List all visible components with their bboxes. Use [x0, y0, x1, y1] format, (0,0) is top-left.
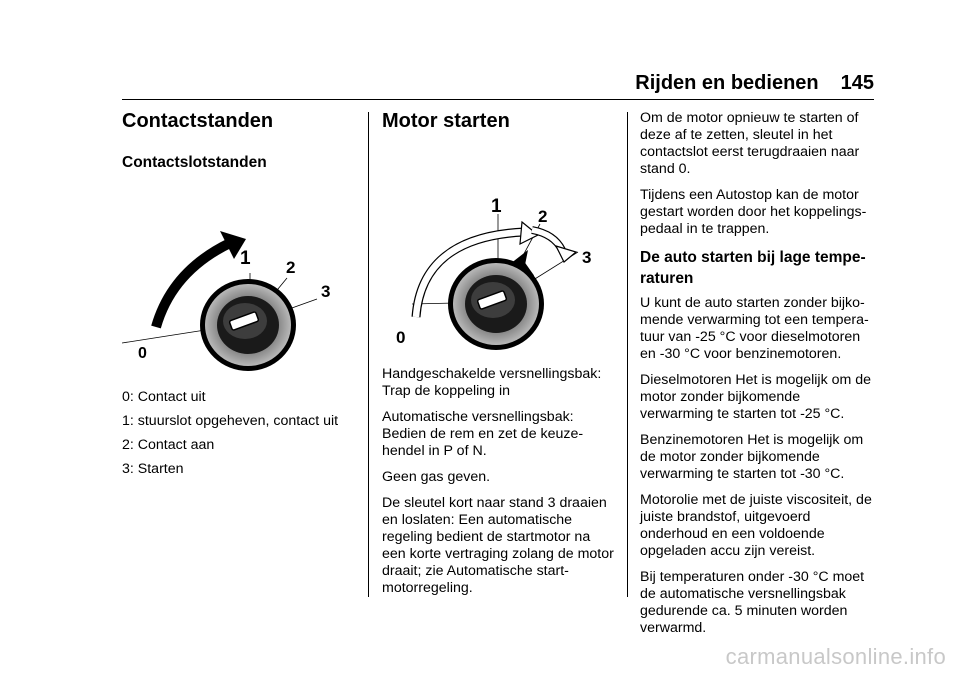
section-heading-contactstanden: Contactstanden	[122, 110, 274, 132]
ignition-positions-figure	[122, 181, 354, 371]
figure-label-0: 0	[396, 328, 406, 347]
paragraph: De sleutel kort naar stand 3 draaien en loslaten: Een automatische regeling bedient de startmotor na een korte vertraging zolang de motor draait; zie Automatische start-motorregeling.	[382, 495, 614, 596]
subheading-low-temperature-start: De auto starten bij lage tempe-raturen	[640, 249, 866, 287]
list-item: 0: Contact uit	[122, 389, 206, 405]
figure-label-1: 1	[491, 196, 502, 217]
engine-start-figure	[382, 152, 614, 352]
paragraph: Motorolie met de juiste viscositeit, de juiste brandstof, uitgevoerd onderhoud en een voldoende opgeladen accu zijn vereist.	[640, 492, 872, 559]
spring-arrowhead	[556, 246, 576, 262]
paragraph: Bij temperaturen onder -30 °C moet de automatische versnellingsbak gedurende ca. 5 minuten worden verwarmd.	[640, 569, 865, 636]
list-item: 2: Contact aan	[122, 437, 215, 453]
figure-label-0: 0	[138, 345, 147, 362]
page-header	[635, 72, 874, 95]
subheading-contactslotstanden: Contactslotstanden	[122, 154, 267, 171]
position-list	[122, 389, 354, 478]
paragraph: Benzinemotoren Het is mogelijk om de motor zonder bijkomende verwarming te starten tot -30 °C.	[640, 432, 864, 482]
list-item: 3: Starten	[122, 461, 184, 477]
left-column	[122, 108, 354, 485]
page-number: 145	[840, 72, 874, 94]
section-title: Rijden en bedienen	[635, 72, 819, 94]
list-item: 1: stuurslot opgeheven, contact uit	[122, 413, 339, 429]
header-rule	[122, 99, 874, 100]
paragraph: Om de motor opnieuw te starten of deze af te zetten, sleutel in het contactslot eerst terugdraaien naar stand 0.	[640, 110, 860, 177]
column-divider-1	[368, 112, 369, 597]
paragraph: Tijdens een Autostop kan de motor gestart worden door het koppelings-pedaal in te trappen.	[640, 187, 867, 237]
figure-label-3: 3	[321, 282, 331, 301]
paragraph: U kunt de auto starten zonder bijko-mende verwarming tot een tempera-tuur van -25 °C voor dieselmotoren en -30 °C voor benzinemotoren.	[640, 295, 869, 362]
start-instructions	[382, 366, 614, 597]
paragraph: Dieselmotoren Het is mogelijk om de motor zonder bijkomende verwarming te starten tot -25 °C.	[640, 372, 872, 422]
middle-column	[382, 108, 614, 606]
figure-label-2: 2	[538, 207, 548, 226]
figure-label-2: 2	[286, 258, 296, 277]
figure-label-1: 1	[240, 248, 251, 269]
paragraph: Automatische versnellingsbak: Bedien de rem en zet de keuze-hendel in P of N.	[382, 409, 584, 459]
column-divider-2	[627, 112, 628, 597]
figure-label-3: 3	[582, 248, 592, 267]
right-column	[640, 110, 876, 646]
paragraph: Handgeschakelde versnellingsbak: Trap de koppeling in	[382, 366, 602, 399]
watermark: carmanualsonline.info	[725, 644, 946, 669]
section-heading-motor-starten: Motor starten	[382, 110, 510, 132]
paragraph: Geen gas geven.	[382, 469, 491, 485]
